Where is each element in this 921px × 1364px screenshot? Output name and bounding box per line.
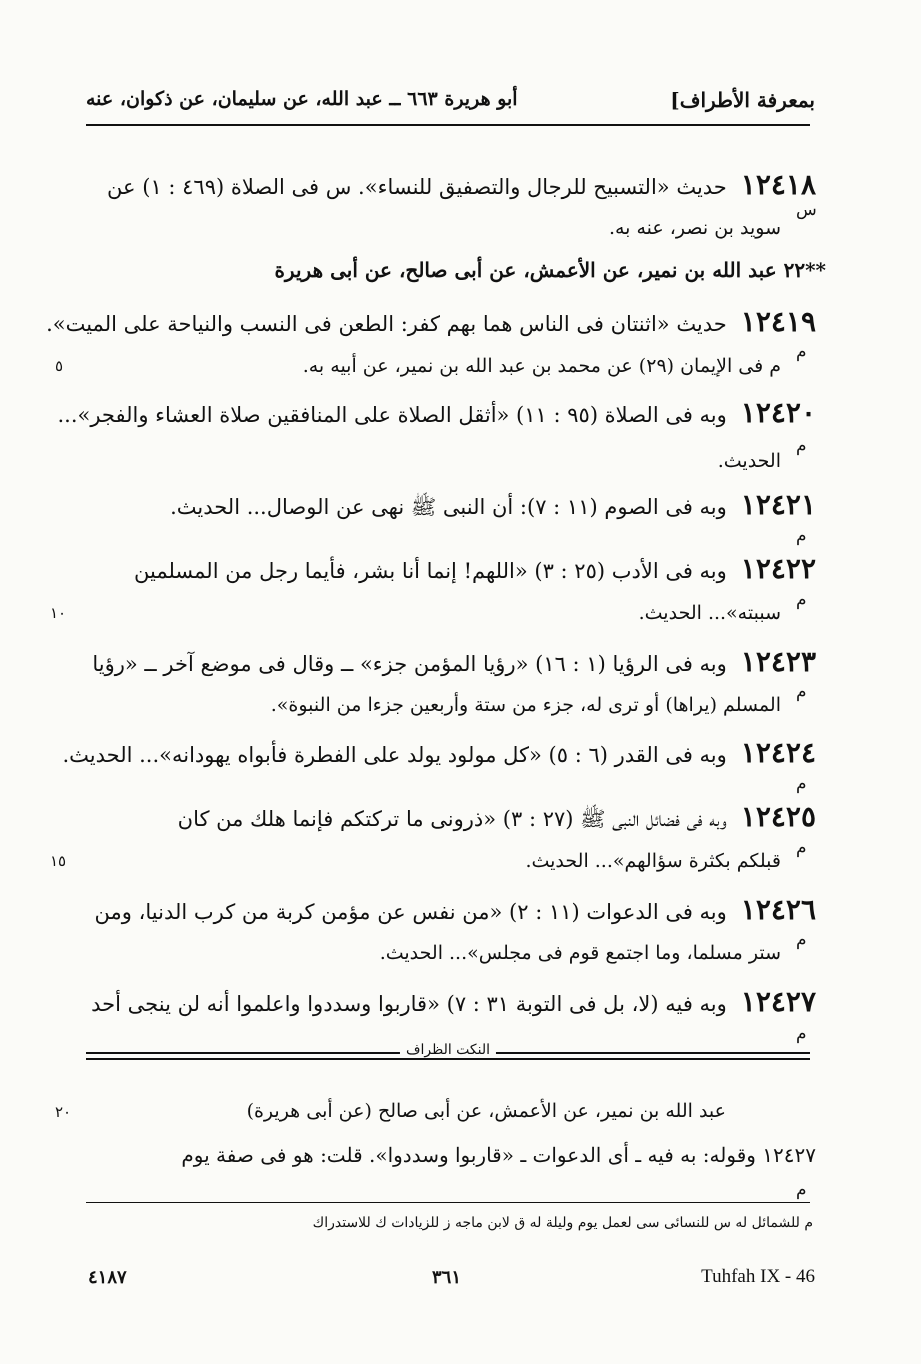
collection-mark: م: [796, 774, 807, 794]
entry-12423: [92, 645, 816, 678]
collection-mark: م: [796, 682, 807, 702]
entry-text: وبه فى الصوم (١١ : ٧): أن النبى ﷺ نهى عن الوصال... الحديث.: [170, 495, 727, 519]
hadith-number: ١٢٤٢٦: [740, 893, 816, 926]
collection-mark: م: [796, 342, 807, 362]
collection-mark: م: [796, 1024, 807, 1044]
section-separator: [86, 1042, 810, 1064]
entry-continuation: سببته»... الحديث.: [638, 602, 781, 624]
hadith-number: ١٢٤١٩: [740, 305, 816, 338]
entry-text: وبه فى الصلاة (٩٥ : ١١) «أثقل الصلاة على المنافقين صلاة العشاء والفجر»...: [57, 403, 727, 427]
collection-mark: م: [796, 1180, 807, 1200]
hadith-number: ١٢٤١٨: [740, 168, 816, 201]
entry-12419: [46, 305, 816, 338]
hadith-number: ١٢٤٢٤: [740, 736, 816, 769]
entry-12418: [107, 168, 816, 201]
collection-mark: م: [796, 526, 807, 546]
entry-12427: [91, 985, 816, 1018]
entry-text: وبه فيه (لا، بل فى التوبة ٣١ : ٧) «قاربوا وسددوا واعلموا أنه لن ينجى أحد: [91, 992, 727, 1016]
entry-text: وبه فى فضائل النبى ﷺ (٢٧ : ٣) «ذرونى ما تركتكم فإنما هلك من كان: [177, 807, 727, 831]
hadith-number: ١٢٤٢١: [740, 488, 816, 521]
entry-text: حديث «التسبيح للرجال والتصفيق للنساء». س فى الصلاة (٤٦٩ : ١) عن: [107, 175, 727, 199]
hadith-number: ١٢٤٢٥: [740, 800, 816, 833]
entry-continuation: الحديث.: [717, 450, 781, 472]
margin-line-number: ١٥: [50, 852, 67, 870]
entry-text: وبه فى الدعوات (١١ : ٢) «من نفس عن مؤمن كربة من كرب الدنيا، ومن: [94, 900, 727, 924]
entry-12425: [178, 800, 816, 837]
footer-left-number: ٤١٨٧: [88, 1267, 127, 1288]
entry-12421: [170, 488, 816, 525]
margin-line-number: ١٠: [50, 604, 67, 622]
collection-mark: م: [796, 838, 807, 858]
hadith-number: ١٢٤٢٠: [740, 396, 816, 429]
entry-12426: [95, 893, 816, 926]
collection-mark: م: [796, 436, 807, 456]
entry-text: حديث «اثنتان فى الناس هما بهم كفر: الطعن فى النسب والنياحة على الميت».: [46, 312, 727, 336]
hadith-number: ١٢٤٢٢: [740, 552, 816, 585]
entry-continuation: المسلم (يراها) أو ترى له، جزء من ستة وأربعين جزءا من النبوة».: [270, 694, 781, 716]
entry-continuation: م فى الإيمان (٢٩) عن محمد بن عبد الله بن نمير، عن أبيه به.: [302, 355, 781, 377]
entry-continuation: ستر مسلما، وما اجتمع قوم فى مجلس»... الحديث.: [379, 942, 781, 964]
footnote-rule: [86, 1202, 810, 1203]
entry-text: وبه فى الرؤيا (١ : ١٦) «رؤيا المؤمن جزء» ــ وقال فى موضع آخر ــ «رؤيا: [92, 652, 727, 676]
hadith-number: ١٢٤٢٣: [740, 645, 816, 678]
isnad-heading: **٢٢ عبد الله بن نمير، عن الأعمش، عن أبى صالح، عن أبى هريرة: [274, 258, 826, 282]
page-number: ٣٦١: [432, 1267, 462, 1288]
entry-continuation: قبلكم بكثرة سؤالهم»... الحديث.: [525, 850, 781, 872]
notes-heading: عبد الله بن نمير، عن الأعمش، عن أبى صالح (عن أبى هريرة): [246, 1100, 726, 1122]
margin-line-number: ٢٠: [55, 1103, 72, 1121]
header-title-right: بمعرفة الأطراف]: [670, 88, 815, 112]
header-rule: [86, 124, 810, 126]
entry-continuation: سويد بن نصر، عنه به.: [608, 217, 781, 239]
notes-text: ١٢٤٢٧ وقوله: به فيه ـ أى الدعوات ـ «قاربوا وسددوا». قلت: هو فى صفة يوم: [181, 1143, 816, 1167]
collection-mark: س: [796, 200, 817, 220]
entry-12422: [134, 552, 816, 585]
entry-text: وبه فى القدر (٦ : ٥) «كل مولود يولد على الفطرة فأبواه يهودانه»... الحديث.: [62, 743, 727, 767]
collection-mark: م: [796, 930, 807, 950]
abbreviations-footnote: م للشمائل له س للنسائى سى لعمل يوم وليلة له ق لابن ماجه ز للزيادات ك للاستدراك: [312, 1215, 813, 1231]
separator-label: النكت الظراف: [400, 1042, 496, 1058]
entry-text: وبه فى الأدب (٢٥ : ٣) «اللهم! إنما أنا بشر، فأيما رجل من المسلمين: [134, 559, 727, 583]
footer-volume-label: Tuhfah IX - 46: [701, 1266, 815, 1287]
entry-12424: [62, 736, 816, 769]
collection-mark: م: [796, 590, 807, 610]
hadith-number: ١٢٤٢٧: [740, 985, 816, 1018]
margin-line-number: ٥: [55, 357, 64, 375]
entry-12420: [57, 396, 816, 429]
header-title-left: أبو هريرة ٦٦٣ ــ عبد الله، عن سليمان، عن ذكوان، عنه: [86, 88, 518, 110]
